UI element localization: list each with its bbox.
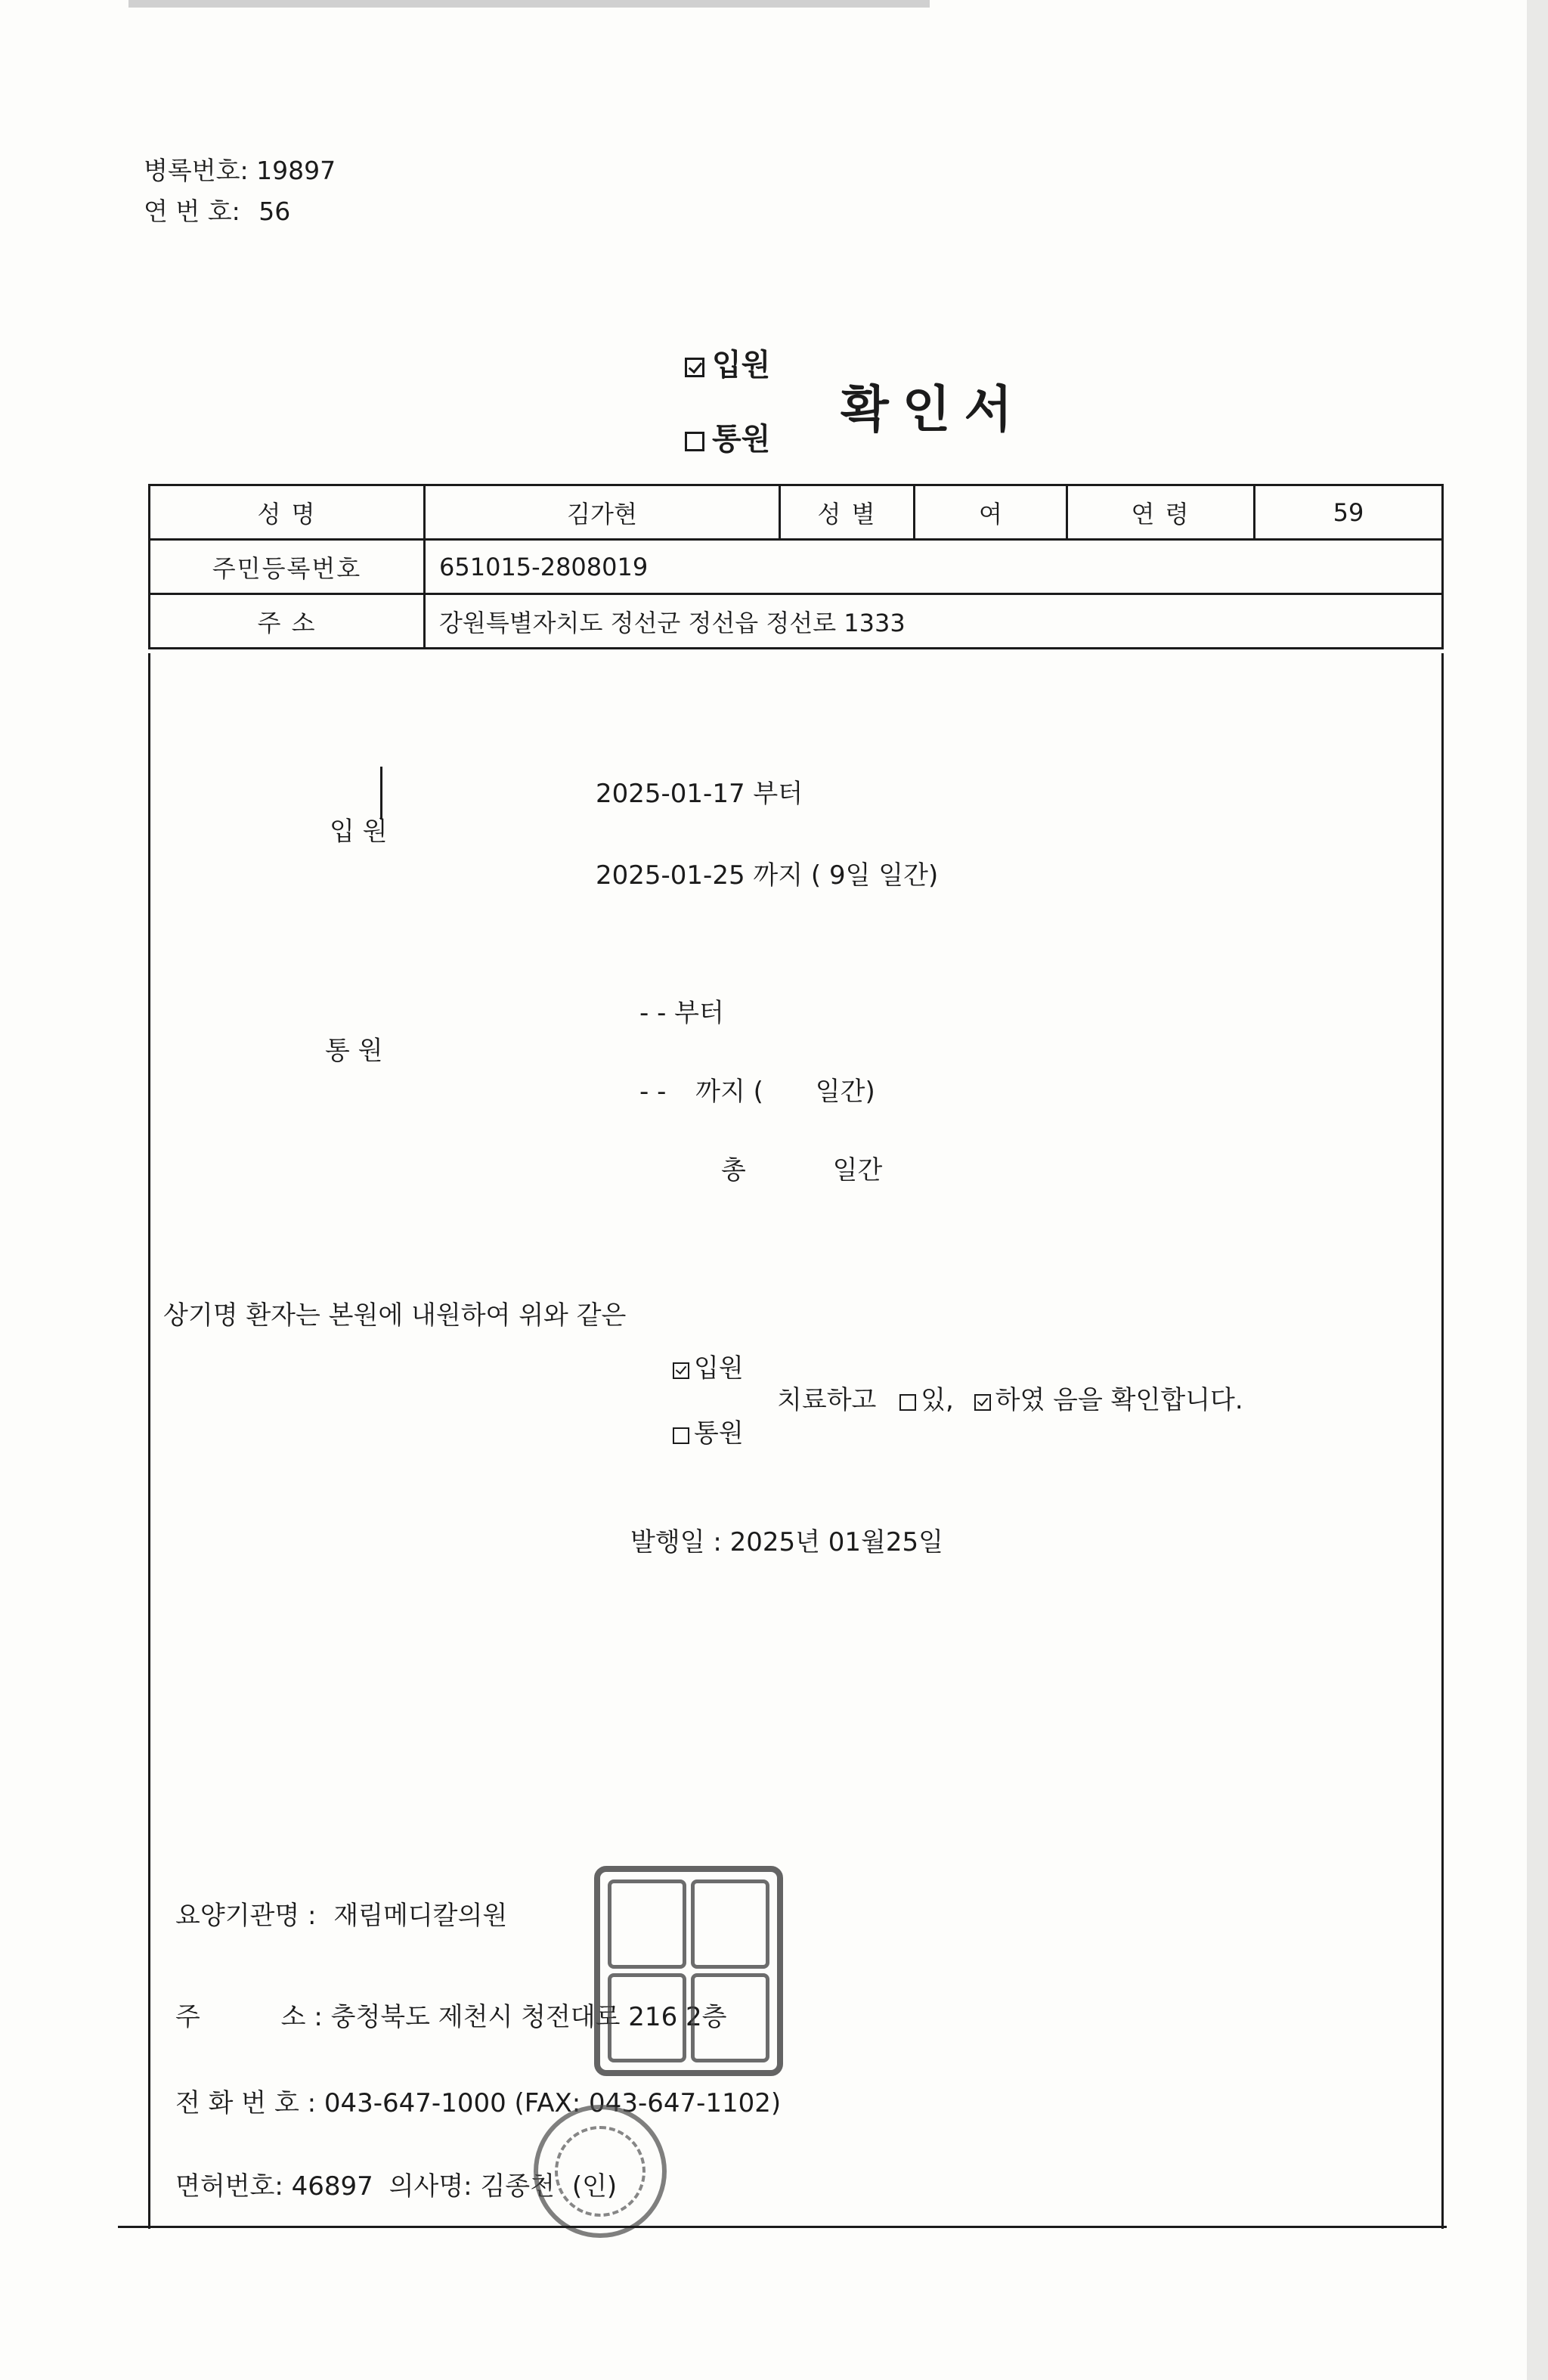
statement-confirm [777,1379,1243,1416]
statement-done: 하였 음을 확인합니다. [995,1385,1243,1415]
outpatient-label: 통 원 [325,1036,383,1066]
table-row [150,594,1443,649]
outpatient-to-days: 일간) [815,1077,875,1107]
outpatient-from: - - 부터 [639,998,724,1028]
outpatient-to [639,1071,875,1108]
outpatient-to-dashes: - - [639,1077,667,1107]
statement-option-outpatient [673,1412,744,1449]
scan-edge [128,0,930,8]
statement-exist: 있, [921,1385,954,1415]
document-bottom-border [118,2226,1447,2228]
doctor-seal-stamp [534,2105,667,2238]
statement-option-inpatient-label: 입원 [694,1353,744,1384]
table-row [150,540,1443,594]
statement-option-inpatient [673,1347,744,1384]
address-label: 주 소 [150,594,425,649]
chart-number-value: 19897 [256,156,336,185]
facility-address-label: 주 [175,2002,200,2032]
rrn-value: 651015-2808019 [425,540,1443,594]
checkbox-empty-icon [673,1427,689,1444]
chart-number-label: 병록번호: [144,156,249,185]
outpatient-total-suffix: 일간 [832,1155,883,1185]
serial-number-value: 56 [259,197,291,226]
license-value: 46897 [291,2171,373,2202]
checkbox-checked-icon [685,358,704,377]
inpatient-to: 2025-01-25 까지 ( 9일 일간) [596,860,939,891]
document-title: 확인서 [841,380,1026,439]
doctor-label: 의사명: [389,2171,472,2202]
patient-info-table [148,484,1444,649]
checkbox-empty-icon [685,432,704,451]
facility-address-value: 충청북도 제천시 청전대로 216 2층 [330,2002,727,2032]
facility-address-label-2: 소 : [280,2002,323,2032]
checkbox-checked-icon [974,1394,991,1411]
outpatient-to-suffix: 까지 ( [695,1077,763,1107]
sex-value: 여 [915,485,1067,540]
outpatient-total-prefix: 총 [721,1155,746,1185]
age-label: 연 령 [1067,485,1255,540]
clinic-seal-stamp [594,1866,783,2076]
rrn-label: 주민등록번호 [150,540,425,594]
sex-label: 성 별 [780,485,915,540]
serial-number-label: 연 번 호: [144,197,240,226]
facility-phone-value: 043-647-1000 (FAX: 043-647-1102) [324,2088,782,2118]
inpatient-from: 2025-01-17 부터 [596,779,803,809]
title-option-inpatient [685,346,770,384]
title-option-outpatient-label: 통원 [712,422,771,457]
outpatient-total [721,1149,882,1186]
facility-name [175,1895,507,1932]
checkbox-checked-icon [673,1362,689,1379]
license-label: 면허번호: [175,2171,283,2202]
serial-number [144,197,290,227]
issue-date: 발행일 : 2025년 01월25일 [630,1527,943,1557]
title-option-outpatient [685,420,770,458]
table-row [150,485,1443,540]
statement-line: 상기명 환자는 본원에 내원하여 위와 같은 [163,1300,627,1331]
address-value: 강원특별자치도 정선군 정선읍 정선로 1333 [425,594,1443,649]
facility-phone [175,2082,781,2119]
inpatient-label: 입 원 [330,817,388,847]
name-value: 김가현 [425,485,780,540]
age-value: 59 [1255,485,1443,540]
facility-phone-label: 전 화 번 호 : [175,2088,317,2118]
title-option-inpatient-label: 입원 [712,348,771,383]
seal-mark: (인) [571,2171,618,2202]
facility-name-value: 재림메디칼의원 [333,1901,508,1931]
chart-number [144,156,336,186]
statement-option-outpatient-label: 통원 [694,1418,744,1449]
name-label: 성 명 [150,485,425,540]
statement-treat: 치료하고 [777,1385,877,1415]
checkbox-empty-icon [899,1394,916,1411]
facility-name-label: 요양기관명 : [175,1901,317,1931]
doctor-value: 김종천 [480,2171,555,2202]
